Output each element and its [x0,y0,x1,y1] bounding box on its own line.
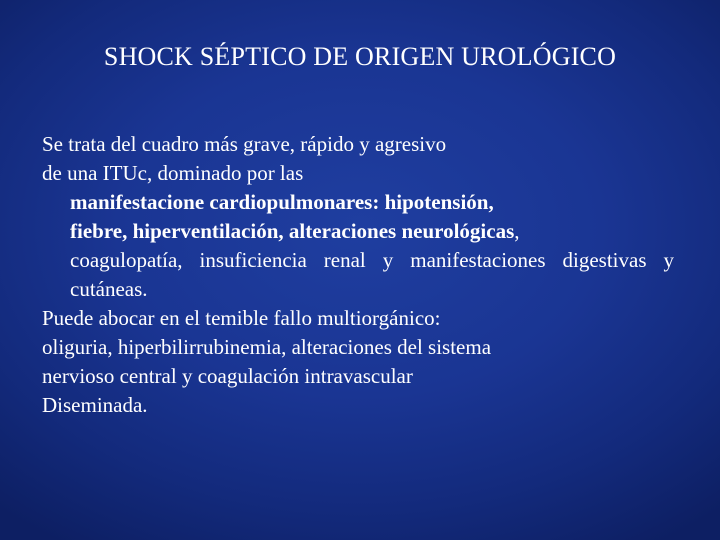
paragraph2-line4: Diseminada. [42,393,148,417]
paragraph1-rest: coagulopatía, insuficiencia renal y manifestaciones digestivas y cutáneas. [70,248,674,301]
paragraph-septic-shock-description [42,130,674,304]
paragraph1-bold-line2: fiebre, hiperventilación, alteraciones neurológicas [70,219,515,243]
paragraph-multiorgan-failure [42,304,674,420]
paragraph1-bold-line2-wrapper [42,217,674,246]
paragraph1-line1: Se trata del cuadro más grave, rápido y agresivo [42,132,447,156]
slide-body [42,130,674,420]
paragraph1-comma: , [514,219,520,243]
paragraph2-line2: oliguria, hiperbilirrubinemia, alteraciones del sistema [42,335,492,359]
paragraph2-line1: Puede abocar en el temible fallo multiorgánico: [42,306,441,330]
paragraph2-line3: nervioso central y coagulación intravascular [42,364,413,388]
slide-title: SHOCK SÉPTICO DE ORIGEN UROLÓGICO [103,42,617,71]
paragraph1-bold-line1: manifestacione cardiopulmonares: hipotensión, [70,190,494,214]
paragraph1-line2: de una ITUc, dominado por las [42,161,304,185]
